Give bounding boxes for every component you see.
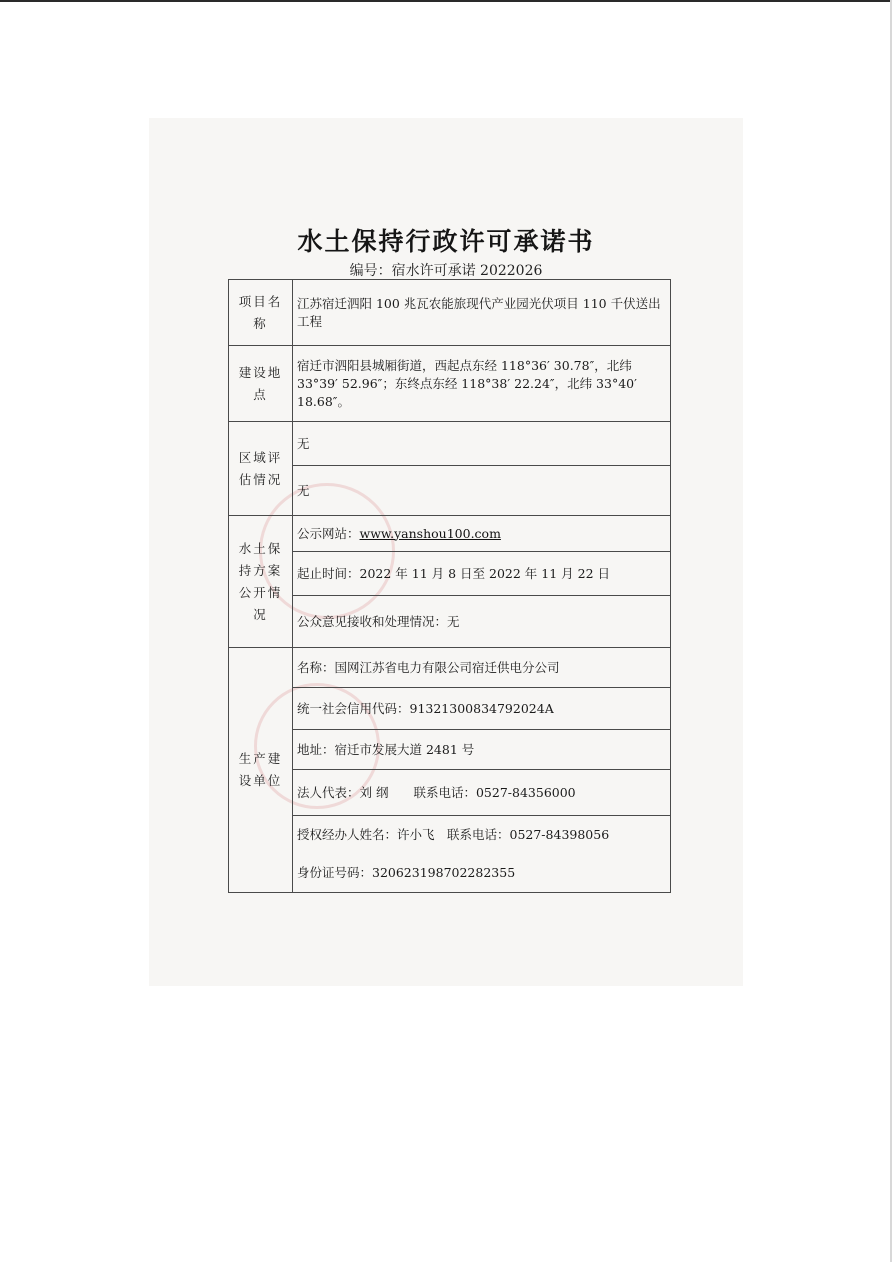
table-row	[229, 516, 671, 552]
unit-agent: 授权经办人姓名：许小飞 联系电话：0527-84398056	[297, 827, 610, 842]
unit-agent-info	[293, 816, 671, 893]
document-title: 水土保持行政许可承诺书	[297, 227, 595, 256]
table-row	[229, 280, 671, 346]
regional-assessment-value-1: 无	[293, 422, 671, 466]
commitment-form-table	[228, 279, 671, 893]
unit-credit-code: 统一社会信用代码：91321300834792024A	[293, 688, 671, 730]
scanned-document	[149, 118, 743, 986]
unit-name: 名称：国网江苏省电力有限公司宿迁供电分公司	[293, 648, 671, 688]
document-serial-number: 编号：宿水许可承诺 2022026	[349, 263, 543, 279]
project-name-label: 项目名称	[229, 280, 293, 346]
website-label: 公示网站：	[297, 525, 360, 541]
table-row	[229, 552, 671, 596]
plan-disclosure-website	[293, 516, 671, 552]
regional-assessment-label: 区域评估情况	[229, 422, 293, 516]
table-row	[229, 816, 671, 893]
page-top-border	[0, 0, 892, 2]
regional-assessment-value-2: 无	[293, 466, 671, 516]
plan-disclosure-period: 起止时间：2022 年 11 月 8 日至 2022 年 11 月 22 日	[293, 552, 671, 596]
table-row	[229, 648, 671, 688]
location-label: 建设地点	[229, 346, 293, 422]
public-opinion-status: 公众意见接收和处理情况：无	[293, 596, 671, 648]
table-row	[229, 346, 671, 422]
unit-address: 地址：宿迁市发展大道 2481 号	[293, 730, 671, 770]
unit-agent-id: 身份证号码：320623198702282355	[297, 865, 516, 880]
unit-legal-representative: 法人代表：刘 纲 联系电话：0527-84356000	[293, 770, 671, 816]
table-row	[229, 730, 671, 770]
table-row	[229, 466, 671, 516]
table-row	[229, 770, 671, 816]
plan-disclosure-label: 水土保持方案公开情况	[229, 516, 293, 648]
website-link[interactable]: www.yanshou100.com	[359, 525, 501, 541]
table-row	[229, 688, 671, 730]
table-row	[229, 596, 671, 648]
table-row	[229, 422, 671, 466]
project-name-value: 江苏宿迁泗阳 100 兆瓦农能旅现代产业园光伏项目 110 千伏送出工程	[293, 280, 671, 346]
location-value: 宿迁市泗阳县城厢街道，西起点东经 118°36′ 30.78″，北纬 33°39′ 52.96″；东终点东经 118°38′ 22.24″，北纬 33°40′ 18.68″。	[293, 346, 671, 422]
construction-unit-label: 生产建设单位	[229, 648, 293, 893]
